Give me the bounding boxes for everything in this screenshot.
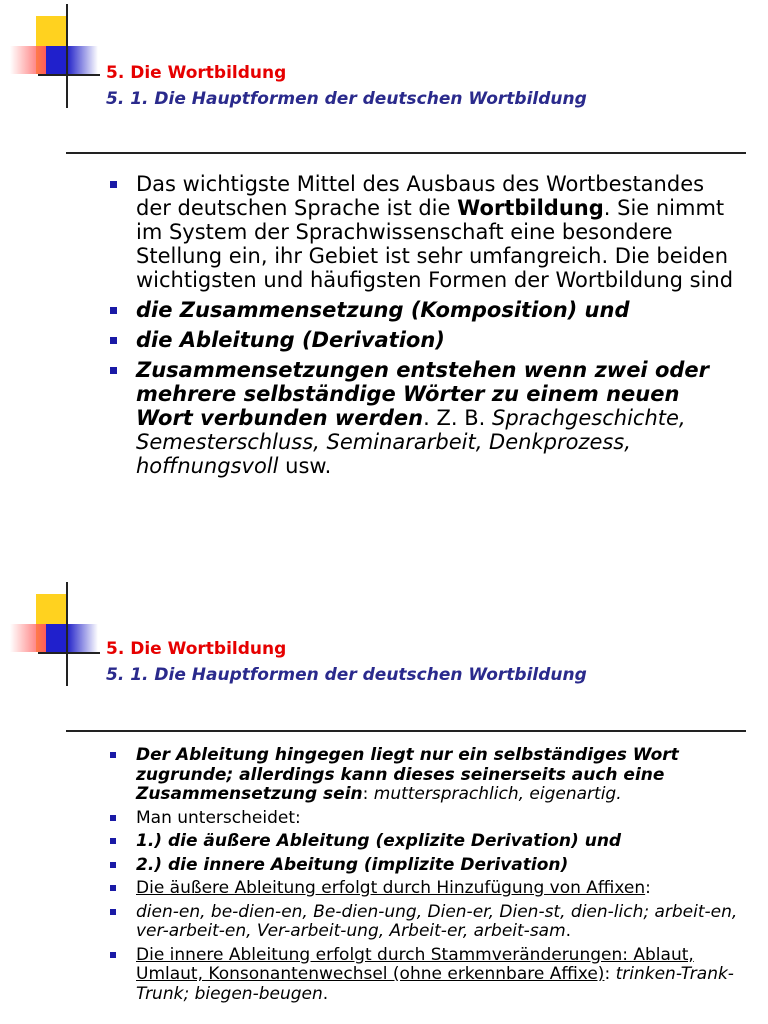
list-item: die Zusammensetzung (Komposition) und [108,298,738,322]
slide-logo-icon [0,578,110,688]
list-item: Man unterscheidet: [108,809,748,829]
list-item: Der Ableitung hingegen liegt nur ein selbständiges Wort zugrunde; allerdings kann dieses seinerseits auch eine Zusammensetzung sein: muttersprachlich, eigenartig. [108,746,748,805]
slide-subtitle: 5. 1. Die Hauptformen der deutschen Wortbildung [106,89,587,109]
slide-title: 5. Die Wortbildung [106,63,287,83]
keyword: Wortbildung [457,196,604,220]
list-item: 2.) die innere Abeitung (implizite Derivation) [108,856,748,876]
slide-logo-icon [0,0,110,110]
list-item: Zusammensetzungen entstehen wenn zwei oder mehrere selbständige Wörter zu einem neuen Wort verbunden werden. Z. B. Sprachgeschichte, Semesterschluss, Seminararbeit, Denkprozess, hoffnungsvoll usw. [108,358,738,478]
list-item: Die äußere Ableitung erfolgt durch Hinzufügung von Affixen: [108,879,748,899]
title-divider [66,730,746,732]
list-item: die Ableitung (Derivation) [108,328,738,352]
bullet-list [108,746,748,1008]
title-divider [66,152,746,154]
slide-subtitle: 5. 1. Die Hauptformen der deutschen Wortbildung [106,665,587,685]
list-item: dien-en, be-dien-en, Be-dien-ung, Dien-er, Dien-st, dien-lich; arbeit-en, ver-arbeit-en, Ver-arbeit-ung, Arbeit-er, arbeit-sam. [108,903,748,942]
bullet-list [108,172,738,484]
slide-title: 5. Die Wortbildung [106,639,287,659]
list-item: 1.) die äußere Ableitung (explizite Derivation) und [108,832,748,852]
list-item: Das wichtigste Mittel des Ausbaus des Wortbestandes der deutschen Sprache ist die Wortbildung. Sie nimmt im System der Sprachwissenschaft eine besondere Stellung ein, ihr Gebiet ist sehr umfangreich. Die beiden wichtigsten und häufigsten Formen der Wortbildung sind [108,172,738,292]
list-item: Die innere Ableitung erfolgt durch Stammveränderungen: Ablaut, Umlaut, Konsonantenwechsel (ohne erkennbare Affixe): trinken-Trank-Trunk; biegen-beugen. [108,946,748,1005]
slide-2 [0,578,768,1024]
